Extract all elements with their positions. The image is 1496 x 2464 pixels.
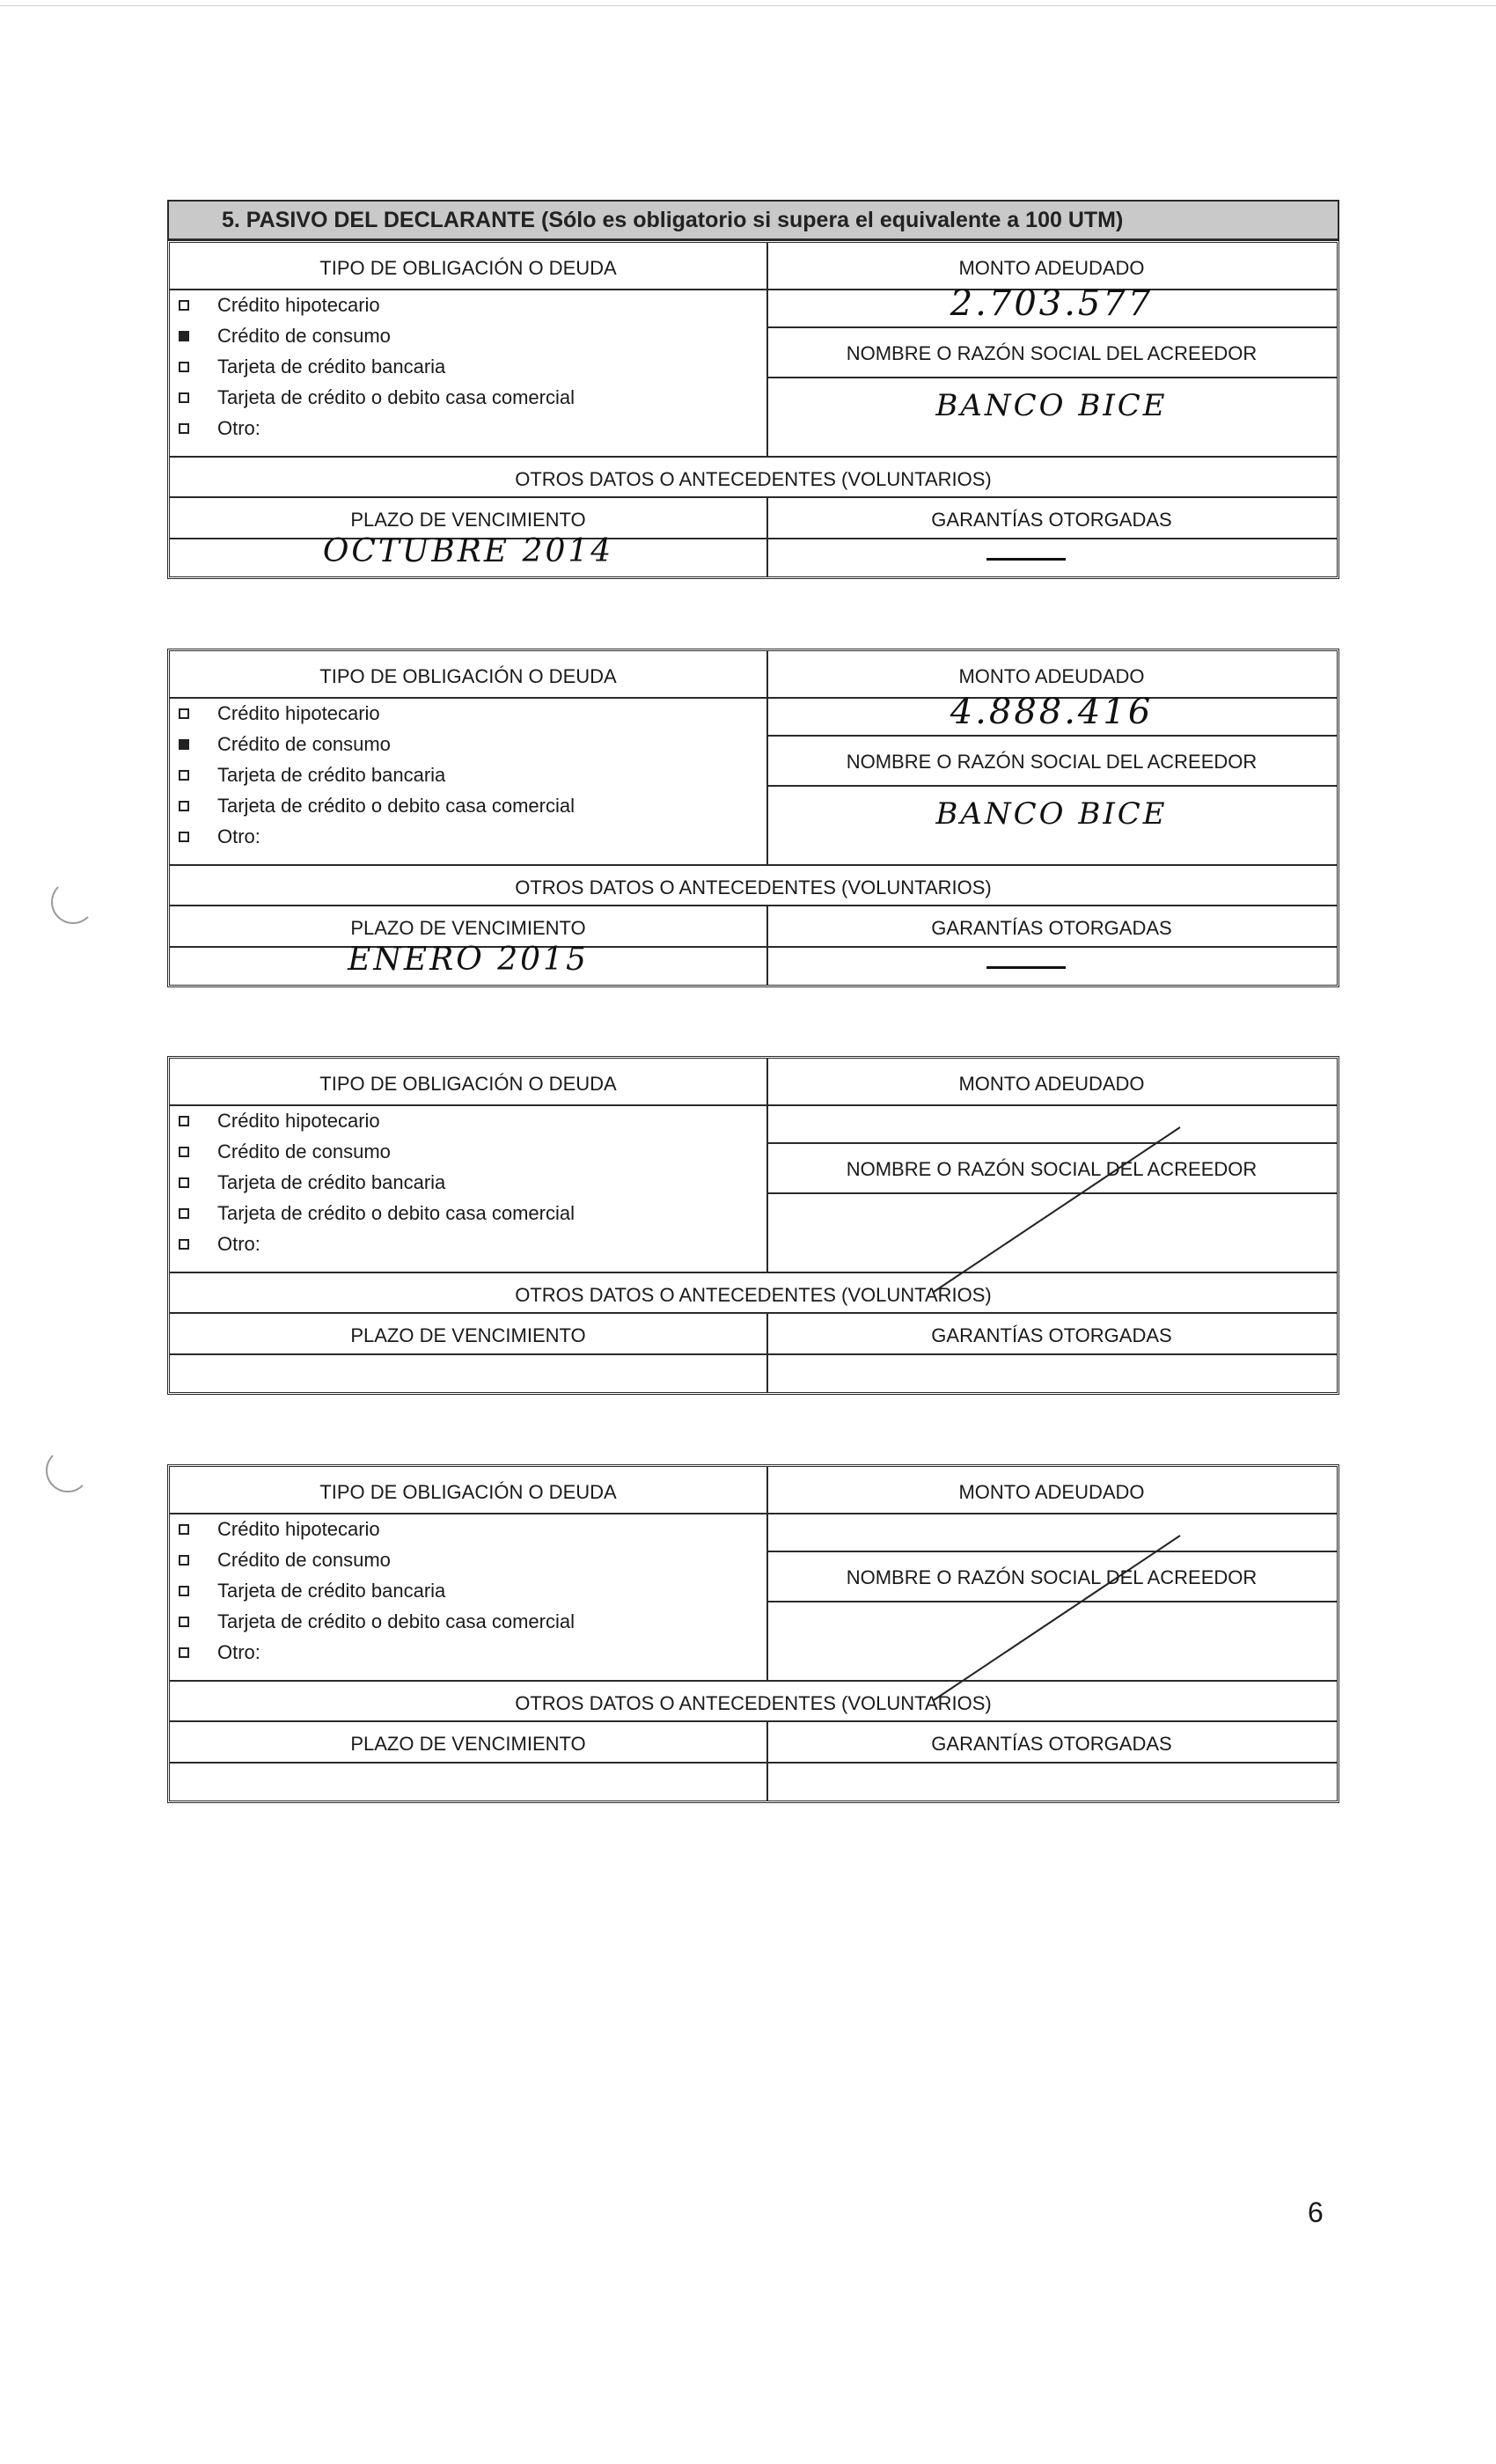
plazo-value: OCTUBRE 2014 bbox=[322, 533, 614, 569]
punch-hole-mark bbox=[51, 880, 95, 924]
garantias-dash bbox=[986, 966, 1066, 969]
obligation-option[interactable] bbox=[179, 294, 380, 317]
table-rule bbox=[170, 864, 1337, 866]
tipo-label: TIPO DE OBLIGACIÓN O DEUDA bbox=[319, 1481, 617, 1503]
plazo-label: PLAZO DE VENCIMIENTO bbox=[350, 917, 586, 939]
acreedor-label: NOMBRE O RAZÓN SOCIAL DEL ACREEDOR bbox=[846, 751, 1258, 773]
table-rule bbox=[170, 456, 1337, 458]
punch-hole-mark bbox=[46, 1448, 90, 1492]
table-rule bbox=[766, 735, 1337, 737]
garantias-label: GARANTÍAS OTORGADAS bbox=[931, 509, 1172, 531]
option-label: Crédito hipotecario bbox=[217, 294, 380, 316]
option-label: Tarjeta de crédito bancaria bbox=[217, 1171, 446, 1193]
acreedor-value: BANCO BICE bbox=[935, 388, 1168, 423]
option-label: Tarjeta de crédito o debito casa comercial bbox=[217, 1610, 575, 1632]
option-label: Tarjeta de crédito o debito casa comercial bbox=[217, 386, 575, 408]
checkbox-icon[interactable] bbox=[179, 739, 189, 750]
debt-block bbox=[167, 240, 1339, 579]
obligation-option[interactable] bbox=[179, 417, 260, 440]
debt-block bbox=[167, 649, 1339, 987]
option-label: Otro: bbox=[217, 825, 260, 847]
debt-block bbox=[167, 1056, 1339, 1395]
checkbox-icon[interactable] bbox=[179, 362, 189, 372]
obligation-option[interactable] bbox=[179, 825, 260, 848]
option-label: Tarjeta de crédito o debito casa comercial bbox=[217, 795, 575, 817]
acreedor-label: NOMBRE O RAZÓN SOCIAL DEL ACREEDOR bbox=[846, 1158, 1258, 1180]
monto-label: MONTO ADEUDADO bbox=[958, 665, 1145, 687]
option-label: Otro: bbox=[217, 1233, 260, 1255]
page-number: 6 bbox=[1308, 2196, 1324, 2228]
monto-label: MONTO ADEUDADO bbox=[958, 1073, 1145, 1095]
option-label: Tarjeta de crédito bancaria bbox=[217, 356, 446, 378]
section-header: 5. PASIVO DEL DECLARANTE (Sólo es obligatorio si supera el equivalente a 100 UTM) bbox=[167, 200, 1339, 240]
otros-label: OTROS DATOS O ANTECEDENTES (VOLUNTARIOS) bbox=[515, 1692, 992, 1714]
option-label: Crédito hipotecario bbox=[217, 702, 380, 724]
checkbox-icon[interactable] bbox=[179, 708, 189, 719]
cross-out-line bbox=[170, 1059, 1337, 1323]
option-label: Crédito hipotecario bbox=[217, 1518, 380, 1540]
checkbox-icon[interactable] bbox=[179, 801, 189, 811]
option-label: Crédito hipotecario bbox=[217, 1110, 380, 1132]
monto-value: 4.888.416 bbox=[950, 692, 1154, 732]
monto-value: 2.703.577 bbox=[950, 283, 1154, 324]
monto-label: MONTO ADEUDADO bbox=[958, 257, 1145, 279]
option-label: Otro: bbox=[217, 417, 260, 439]
garantias-label: GARANTÍAS OTORGADAS bbox=[931, 917, 1172, 939]
cross-out-line bbox=[170, 1467, 1337, 1731]
obligation-option[interactable] bbox=[179, 386, 575, 409]
acreedor-label: NOMBRE O RAZÓN SOCIAL DEL ACREEDOR bbox=[846, 342, 1258, 364]
tipo-label: TIPO DE OBLIGACIÓN O DEUDA bbox=[319, 1073, 617, 1095]
plazo-label: PLAZO DE VENCIMIENTO bbox=[350, 509, 586, 531]
plazo-label: PLAZO DE VENCIMIENTO bbox=[350, 1324, 586, 1346]
option-label: Otro: bbox=[217, 1641, 260, 1663]
checkbox-icon[interactable] bbox=[179, 300, 189, 311]
table-rule bbox=[766, 377, 1337, 378]
garantias-dash bbox=[986, 558, 1066, 561]
option-label: Crédito de consumo bbox=[217, 1549, 391, 1571]
checkbox-icon[interactable] bbox=[179, 392, 189, 403]
plazo-value: ENERO 2015 bbox=[348, 942, 589, 978]
tipo-label: TIPO DE OBLIGACIÓN O DEUDA bbox=[319, 257, 617, 279]
table-rule bbox=[170, 1353, 1337, 1355]
option-label: Crédito de consumo bbox=[217, 1140, 391, 1162]
debt-block bbox=[167, 1464, 1339, 1803]
option-label: Tarjeta de crédito bancaria bbox=[217, 764, 446, 786]
obligation-option[interactable] bbox=[179, 764, 445, 787]
table-rule bbox=[170, 1762, 1337, 1764]
obligation-option[interactable] bbox=[179, 356, 445, 378]
tipo-label: TIPO DE OBLIGACIÓN O DEUDA bbox=[319, 665, 617, 687]
option-label: Tarjeta de crédito o debito casa comercial bbox=[217, 1202, 575, 1224]
option-label: Crédito de consumo bbox=[217, 733, 391, 755]
checkbox-icon[interactable] bbox=[179, 423, 189, 434]
table-rule bbox=[170, 496, 1337, 498]
table-rule bbox=[170, 905, 1337, 906]
monto-label: MONTO ADEUDADO bbox=[958, 1481, 1145, 1503]
plazo-label: PLAZO DE VENCIMIENTO bbox=[350, 1733, 586, 1755]
table-rule bbox=[766, 326, 1337, 328]
acreedor-value: BANCO BICE bbox=[935, 796, 1168, 832]
garantias-label: GARANTÍAS OTORGADAS bbox=[931, 1324, 1172, 1346]
garantias-label: GARANTÍAS OTORGADAS bbox=[931, 1733, 1172, 1755]
checkbox-icon[interactable] bbox=[179, 832, 189, 842]
checkbox-icon[interactable] bbox=[179, 331, 189, 341]
otros-label: OTROS DATOS O ANTECEDENTES (VOLUNTARIOS) bbox=[515, 1284, 992, 1306]
obligation-option[interactable] bbox=[179, 795, 575, 818]
table-rule bbox=[766, 785, 1337, 787]
otros-label: OTROS DATOS O ANTECEDENTES (VOLUNTARIOS) bbox=[515, 468, 992, 490]
acreedor-label: NOMBRE O RAZÓN SOCIAL DEL ACREEDOR bbox=[846, 1566, 1258, 1588]
obligation-option[interactable] bbox=[179, 325, 391, 348]
option-label: Tarjeta de crédito bancaria bbox=[217, 1580, 446, 1602]
checkbox-icon[interactable] bbox=[179, 770, 189, 781]
otros-label: OTROS DATOS O ANTECEDENTES (VOLUNTARIOS) bbox=[515, 876, 992, 898]
obligation-option[interactable] bbox=[179, 733, 391, 756]
scan-edge-line bbox=[0, 5, 1496, 6]
option-label: Crédito de consumo bbox=[217, 325, 391, 347]
obligation-option[interactable] bbox=[179, 702, 380, 725]
